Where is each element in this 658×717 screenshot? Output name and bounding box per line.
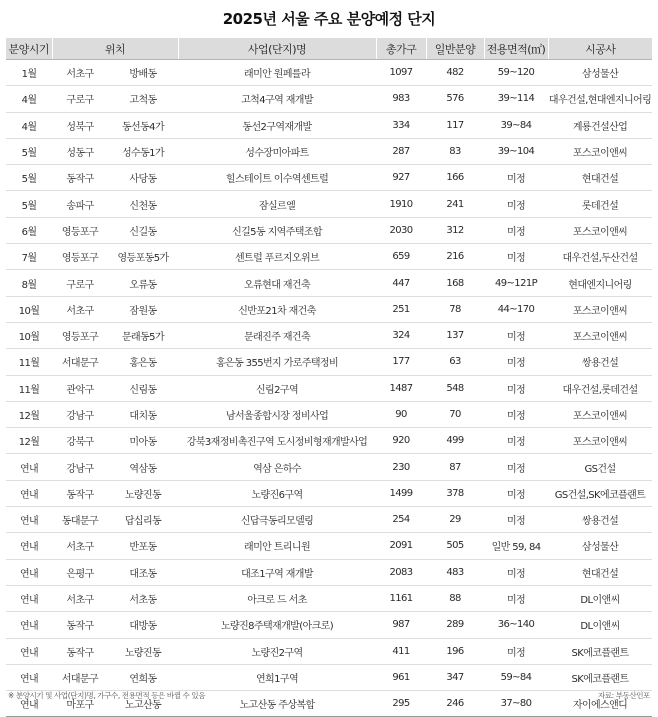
cell-builder: GS건설 — [548, 454, 652, 480]
cell-dong: 노량진동 — [108, 638, 178, 664]
cell-dong: 신길동 — [108, 217, 178, 243]
cell-total: 324 — [376, 322, 426, 348]
cell-gu: 강북구 — [52, 428, 108, 454]
cell-area: 미정 — [484, 454, 548, 480]
table-row — [6, 112, 652, 138]
cell-total: 1097 — [376, 60, 426, 86]
cell-area: 미정 — [484, 375, 548, 401]
cell-month: 연내 — [6, 454, 52, 480]
cell-general: 63 — [426, 349, 484, 375]
cell-dong: 대조동 — [108, 559, 178, 585]
cell-total: 90 — [376, 401, 426, 427]
cell-month: 5월 — [6, 138, 52, 164]
cell-builder: DL이앤씨 — [548, 612, 652, 638]
cell-general: 168 — [426, 270, 484, 296]
cell-total: 447 — [376, 270, 426, 296]
cell-dong: 노고산동 — [108, 691, 178, 717]
cell-dong: 홍은동 — [108, 349, 178, 375]
cell-general: 196 — [426, 638, 484, 664]
cell-builder: DL이앤씨 — [548, 585, 652, 611]
cell-dong: 문래동5가 — [108, 322, 178, 348]
table-row — [6, 638, 652, 664]
cell-builder: 쌍용건설 — [548, 507, 652, 533]
cell-gu: 동작구 — [52, 480, 108, 506]
cell-total: 295 — [376, 691, 426, 717]
cell-general: 88 — [426, 585, 484, 611]
cell-dong: 방배동 — [108, 60, 178, 86]
cell-total: 2083 — [376, 559, 426, 585]
cell-area: 39~104 — [484, 138, 548, 164]
cell-area: 36~140 — [484, 612, 548, 638]
cell-gu: 동작구 — [52, 612, 108, 638]
page-title: 2025년 서울 주요 분양예정 단지 — [222, 10, 436, 28]
cell-gu: 서초구 — [52, 533, 108, 559]
cell-project: 신반포21차 재건축 — [178, 296, 376, 322]
table-row — [6, 585, 652, 611]
cell-total: 230 — [376, 454, 426, 480]
cell-builder: 대우건설,두산건설 — [548, 244, 652, 270]
cell-builder: 포스코이앤씨 — [548, 428, 652, 454]
cell-month: 10월 — [6, 322, 52, 348]
cell-total: 251 — [376, 296, 426, 322]
cell-dong: 사당동 — [108, 165, 178, 191]
header-month: 분양시기 — [6, 38, 52, 60]
table-row — [6, 86, 652, 112]
cell-dong: 대치동 — [108, 401, 178, 427]
cell-general: 216 — [426, 244, 484, 270]
cell-total: 927 — [376, 165, 426, 191]
cell-gu: 강남구 — [52, 454, 108, 480]
cell-area: 미정 — [484, 428, 548, 454]
cell-project: 역삼 은하수 — [178, 454, 376, 480]
schedule-table — [6, 38, 652, 717]
table-row — [6, 165, 652, 191]
cell-project: 아크로 드 서초 — [178, 585, 376, 611]
cell-month: 12월 — [6, 428, 52, 454]
cell-project: 신림2구역 — [178, 375, 376, 401]
cell-builder: 쌍용건설 — [548, 349, 652, 375]
cell-builder: 포스코이앤씨 — [548, 296, 652, 322]
cell-builder: 포스코이앤씨 — [548, 322, 652, 348]
cell-builder: SK에코플랜트 — [548, 638, 652, 664]
cell-area: 미정 — [484, 191, 548, 217]
cell-area: 39~114 — [484, 86, 548, 112]
table-header-row — [6, 38, 652, 60]
cell-project: 신답극동리모델링 — [178, 507, 376, 533]
cell-general: 137 — [426, 322, 484, 348]
cell-month: 8월 — [6, 270, 52, 296]
header-total: 총가구 — [376, 38, 426, 60]
cell-builder: 현대엔지니어링 — [548, 270, 652, 296]
cell-dong: 영등포동5가 — [108, 244, 178, 270]
cell-project: 센트럴 푸르지오위브 — [178, 244, 376, 270]
cell-builder: 대우건설,현대엔지니어링 — [548, 86, 652, 112]
cell-builder: SK에코플랜트 — [548, 664, 652, 690]
header-project: 사업(단지)명 — [178, 38, 376, 60]
cell-gu: 은평구 — [52, 559, 108, 585]
cell-dong: 반포동 — [108, 533, 178, 559]
cell-gu: 성동구 — [52, 138, 108, 164]
cell-dong: 서초동 — [108, 585, 178, 611]
cell-dong: 성수동1가 — [108, 138, 178, 164]
cell-area: 44~170 — [484, 296, 548, 322]
cell-gu: 서대문구 — [52, 664, 108, 690]
cell-general: 29 — [426, 507, 484, 533]
cell-project: 홍은동 355번지 가로주택정비 — [178, 349, 376, 375]
header-builder: 시공사 — [548, 38, 652, 60]
cell-dong: 동선동4가 — [108, 112, 178, 138]
cell-total: 2030 — [376, 217, 426, 243]
cell-gu: 서초구 — [52, 296, 108, 322]
footnote: ※ 분양시기 및 사업(단지)명, 가구수, 전용면적 등은 바뀔 수 있음 — [8, 691, 206, 700]
cell-area: 미정 — [484, 585, 548, 611]
cell-builder: 자이에스앤디 — [548, 691, 652, 717]
cell-project: 신길5동 지역주택조합 — [178, 217, 376, 243]
cell-general: 482 — [426, 60, 484, 86]
cell-month: 7월 — [6, 244, 52, 270]
cell-month: 10월 — [6, 296, 52, 322]
cell-month: 연내 — [6, 507, 52, 533]
cell-total: 334 — [376, 112, 426, 138]
cell-total: 659 — [376, 244, 426, 270]
cell-project: 노량진8주택재개발(아크로) — [178, 612, 376, 638]
cell-general: 548 — [426, 375, 484, 401]
table-row — [6, 349, 652, 375]
cell-total: 1499 — [376, 480, 426, 506]
cell-gu: 서초구 — [52, 60, 108, 86]
header-general: 일반분양 — [426, 38, 484, 60]
cell-total: 983 — [376, 86, 426, 112]
cell-general: 78 — [426, 296, 484, 322]
cell-gu: 동작구 — [52, 638, 108, 664]
table-row — [6, 533, 652, 559]
table-row — [6, 428, 652, 454]
cell-builder: GS건설,SK에코플랜트 — [548, 480, 652, 506]
cell-gu: 서초구 — [52, 585, 108, 611]
cell-month: 연내 — [6, 559, 52, 585]
cell-total: 411 — [376, 638, 426, 664]
cell-project: 문래진주 재건축 — [178, 322, 376, 348]
table-row — [6, 60, 652, 86]
cell-gu: 관악구 — [52, 375, 108, 401]
cell-month: 4월 — [6, 112, 52, 138]
cell-project: 강북3재정비촉진구역 도시정비형재개발사업 — [178, 428, 376, 454]
table-row — [6, 270, 652, 296]
cell-general: 378 — [426, 480, 484, 506]
table-row — [6, 217, 652, 243]
table-row — [6, 612, 652, 638]
table-row — [6, 244, 652, 270]
cell-project: 노량진6구역 — [178, 480, 376, 506]
cell-project: 남서울종합시장 정비사업 — [178, 401, 376, 427]
cell-project: 동선2구역재개발 — [178, 112, 376, 138]
cell-gu: 동대문구 — [52, 507, 108, 533]
cell-month: 5월 — [6, 165, 52, 191]
cell-dong: 오류동 — [108, 270, 178, 296]
cell-general: 483 — [426, 559, 484, 585]
cell-area: 39~84 — [484, 112, 548, 138]
cell-builder: 포스코이앤씨 — [548, 401, 652, 427]
cell-month: 6월 — [6, 217, 52, 243]
cell-general: 117 — [426, 112, 484, 138]
cell-project: 노량진2구역 — [178, 638, 376, 664]
cell-total: 1910 — [376, 191, 426, 217]
cell-builder: 계룡건설산업 — [548, 112, 652, 138]
cell-builder: 포스코이앤씨 — [548, 217, 652, 243]
cell-general: 166 — [426, 165, 484, 191]
cell-builder: 현대건설 — [548, 165, 652, 191]
cell-total: 254 — [376, 507, 426, 533]
table-row — [6, 559, 652, 585]
source-credit: 자료: 부동산인포 — [597, 691, 650, 700]
cell-gu: 영등포구 — [52, 244, 108, 270]
cell-area: 미정 — [484, 401, 548, 427]
cell-gu: 구로구 — [52, 86, 108, 112]
table-body — [6, 60, 652, 717]
cell-area: 미정 — [484, 349, 548, 375]
cell-area: 49~121P — [484, 270, 548, 296]
table-row — [6, 138, 652, 164]
cell-gu: 서대문구 — [52, 349, 108, 375]
cell-area: 미정 — [484, 480, 548, 506]
cell-project: 래미안 원페를라 — [178, 60, 376, 86]
cell-dong: 미아동 — [108, 428, 178, 454]
cell-builder: 삼성물산 — [548, 60, 652, 86]
cell-project: 대조1구역 재개발 — [178, 559, 376, 585]
cell-project: 오류현대 재건축 — [178, 270, 376, 296]
cell-area: 미정 — [484, 322, 548, 348]
cell-area: 59~120 — [484, 60, 548, 86]
cell-gu: 구로구 — [52, 270, 108, 296]
table-row — [6, 664, 652, 690]
cell-gu: 송파구 — [52, 191, 108, 217]
cell-general: 87 — [426, 454, 484, 480]
cell-total: 1487 — [376, 375, 426, 401]
cell-total: 1161 — [376, 585, 426, 611]
cell-project: 노고산동 주상복합 — [178, 691, 376, 717]
cell-total: 961 — [376, 664, 426, 690]
cell-dong: 신림동 — [108, 375, 178, 401]
cell-total: 177 — [376, 349, 426, 375]
cell-general: 289 — [426, 612, 484, 638]
cell-month: 연내 — [6, 585, 52, 611]
cell-dong: 고척동 — [108, 86, 178, 112]
cell-area: 미정 — [484, 217, 548, 243]
cell-month: 11월 — [6, 349, 52, 375]
cell-total: 2091 — [376, 533, 426, 559]
cell-area: 미정 — [484, 507, 548, 533]
cell-area: 미정 — [484, 559, 548, 585]
cell-general: 505 — [426, 533, 484, 559]
table-row — [6, 191, 652, 217]
cell-builder: 롯데건설 — [548, 191, 652, 217]
table-row — [6, 296, 652, 322]
cell-dong: 역삼동 — [108, 454, 178, 480]
cell-month: 연내 — [6, 533, 52, 559]
cell-area: 미정 — [484, 638, 548, 664]
cell-general: 312 — [426, 217, 484, 243]
header-area: 전용면적(㎡) — [484, 38, 548, 60]
cell-dong: 연희동 — [108, 664, 178, 690]
cell-dong: 신천동 — [108, 191, 178, 217]
table-row — [6, 322, 652, 348]
cell-month: 연내 — [6, 691, 52, 717]
cell-total: 287 — [376, 138, 426, 164]
cell-project: 래미안 트리니원 — [178, 533, 376, 559]
cell-month: 12월 — [6, 401, 52, 427]
header-location: 위치 — [52, 38, 178, 60]
cell-area: 미정 — [484, 244, 548, 270]
cell-project: 성수장미아파트 — [178, 138, 376, 164]
cell-gu: 동작구 — [52, 165, 108, 191]
cell-general: 83 — [426, 138, 484, 164]
cell-project: 힐스테이트 이수역센트럴 — [178, 165, 376, 191]
cell-area: 일반 59, 84 — [484, 533, 548, 559]
cell-builder: 대우건설,롯데건설 — [548, 375, 652, 401]
cell-gu: 마포구 — [52, 691, 108, 717]
cell-area: 37~80 — [484, 691, 548, 717]
cell-project: 잠실르엘 — [178, 191, 376, 217]
cell-area: 59~84 — [484, 664, 548, 690]
cell-gu: 영등포구 — [52, 217, 108, 243]
cell-project: 연희1구역 — [178, 664, 376, 690]
cell-general: 347 — [426, 664, 484, 690]
cell-month: 11월 — [6, 375, 52, 401]
cell-month: 5월 — [6, 191, 52, 217]
cell-month: 1월 — [6, 60, 52, 86]
cell-dong: 노량진동 — [108, 480, 178, 506]
cell-project: 고척4구역 재개발 — [178, 86, 376, 112]
cell-gu: 영등포구 — [52, 322, 108, 348]
cell-gu: 성북구 — [52, 112, 108, 138]
table-row — [6, 375, 652, 401]
cell-dong: 잠원동 — [108, 296, 178, 322]
cell-general: 576 — [426, 86, 484, 112]
table-row — [6, 507, 652, 533]
cell-month: 연내 — [6, 664, 52, 690]
cell-month: 연내 — [6, 480, 52, 506]
cell-area: 미정 — [484, 165, 548, 191]
cell-total: 920 — [376, 428, 426, 454]
table-row — [6, 480, 652, 506]
cell-month: 4월 — [6, 86, 52, 112]
cell-general: 499 — [426, 428, 484, 454]
cell-builder: 현대건설 — [548, 559, 652, 585]
cell-dong: 대방동 — [108, 612, 178, 638]
cell-builder: 포스코이앤씨 — [548, 138, 652, 164]
cell-month: 연내 — [6, 638, 52, 664]
cell-builder: 삼성물산 — [548, 533, 652, 559]
cell-month: 연내 — [6, 612, 52, 638]
table-row — [6, 454, 652, 480]
cell-general: 246 — [426, 691, 484, 717]
cell-total: 987 — [376, 612, 426, 638]
cell-dong: 답십리동 — [108, 507, 178, 533]
cell-general: 70 — [426, 401, 484, 427]
cell-general: 241 — [426, 191, 484, 217]
table-row — [6, 401, 652, 427]
cell-gu: 강남구 — [52, 401, 108, 427]
